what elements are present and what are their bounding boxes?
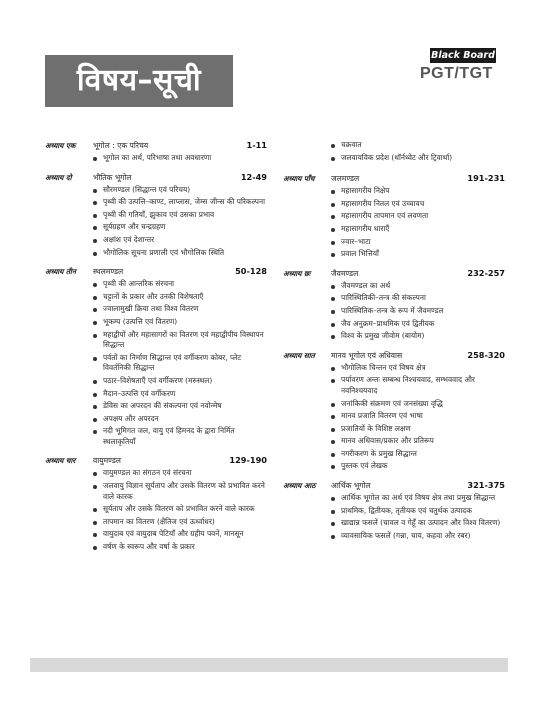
toc-item xyxy=(93,517,267,528)
bullet-icon xyxy=(93,239,97,243)
bullet-icon xyxy=(93,380,97,384)
toc-right-column xyxy=(283,140,505,549)
chapter-label: अध्याय तीन xyxy=(45,267,76,277)
toc-item xyxy=(93,389,267,400)
toc-item xyxy=(331,237,505,248)
bullet-icon xyxy=(331,440,335,444)
bullet-icon xyxy=(331,415,335,419)
bullet-icon xyxy=(331,253,335,257)
chapter-topics xyxy=(331,493,505,541)
chapter-label: अध्याय चार xyxy=(45,456,76,466)
chapter-pages: 258-320 xyxy=(467,349,505,360)
toc-item-text: भूकम्प (उत्पत्ति एवं वितरण) xyxy=(103,316,178,326)
bullet-icon xyxy=(93,430,97,434)
bullet-icon xyxy=(93,472,97,476)
toc-item xyxy=(93,185,267,196)
brand-logo xyxy=(420,48,510,84)
chapter-heading xyxy=(283,173,505,186)
chapter-entry xyxy=(45,266,267,447)
toc-item-text: आर्थिक भूगोल का अर्थ एवं विषय क्षेत्र तथा प्रमुख सिद्धान्त xyxy=(341,493,496,503)
toc-item-text: पृथ्वी की आन्तरिक संरचना xyxy=(103,279,175,289)
toc-item-text: नदी भूमिगत जल, वायु एवं हिमनद के द्वारा निर्मित स्थलाकृतियाँ xyxy=(103,426,235,446)
chapter-topics xyxy=(93,468,267,552)
bullet-icon xyxy=(93,546,97,550)
chapter-heading xyxy=(283,480,505,493)
toc-item xyxy=(93,248,267,259)
toc-item-text: चट्टानों के प्रकार और उनकी विशेषताएँ xyxy=(103,291,204,301)
chapter-topics xyxy=(93,279,267,447)
chapter-title: आर्थिक भूगोल xyxy=(331,481,371,491)
toc-item xyxy=(331,319,505,330)
toc-item-text: पर्वतों का निर्माण सिद्धान्त एवं वर्गीकरण कोबर, प्लेट विवर्तनिकी सिद्धान्त xyxy=(103,352,242,373)
toc-item-text: महासागरीय धाराएँ xyxy=(341,223,390,233)
bullet-icon xyxy=(93,405,97,409)
toc-item xyxy=(93,210,267,221)
toc-item xyxy=(331,199,505,210)
bullet-icon xyxy=(93,189,97,193)
chapter-pages: 321-375 xyxy=(467,480,505,491)
toc-item xyxy=(93,235,267,246)
chapter-title: भूगोल : एक परिचय xyxy=(93,141,149,150)
bullet-icon xyxy=(93,201,97,205)
toc-item xyxy=(93,153,267,164)
chapter-topics xyxy=(331,363,505,472)
brand-pgt-tgt: PGT/TGT xyxy=(420,65,493,82)
bullet-icon xyxy=(331,297,335,301)
bullet-icon xyxy=(331,190,335,194)
bullet-icon xyxy=(331,215,335,219)
bullet-icon xyxy=(331,335,335,339)
bullet-icon xyxy=(93,393,97,397)
bullet-icon xyxy=(93,252,97,256)
toc-item-text: अक्षांश एवं देशान्तर xyxy=(103,234,155,244)
toc-item-text: जैव अनुक्रम–प्राथमिक एवं द्वितीयक xyxy=(341,318,435,328)
bullet-icon xyxy=(331,510,335,514)
toc-item-text: पृथ्वी की गतियाँ, झुकाव एवं उसका प्रभाव xyxy=(103,209,215,219)
chapter-label: अध्याय सात xyxy=(283,350,315,360)
toc-item-text: महाद्वीपों और महासागरों का वितरण एवं महाद्वीपीय विस्थापन सिद्धान्त xyxy=(103,329,264,350)
toc-item-text: प्रवाल भित्तियाँ xyxy=(341,249,379,259)
toc-item-text: प्राथमिक, द्वितीयक, तृतीयक एवं चतुर्थक उत्पादक xyxy=(341,505,472,515)
toc-item-text: मैदान–उत्पत्ति एवं वर्गीकरण xyxy=(103,388,176,398)
bullet-icon xyxy=(331,453,335,457)
toc-item-text: जैवमण्डल का अर्थ xyxy=(341,280,391,290)
toc-item xyxy=(331,249,505,260)
toc-item-text: वायुमण्डल का संगठन एवं संरचना xyxy=(103,468,192,478)
toc-item xyxy=(93,353,267,374)
bullet-icon xyxy=(331,379,335,383)
toc-item-text: तापमान का वितरण (क्षैतिज एवं ऊर्ध्वाधर) xyxy=(103,516,215,526)
toc-item xyxy=(331,461,505,472)
toc-item xyxy=(93,376,267,387)
toc-item-text: वर्षण के स्वरूप और वर्षा के प्रकार xyxy=(103,542,195,552)
bullet-icon xyxy=(93,533,97,537)
toc-item-text: नगरीकरण के प्रमुख सिद्धान्त xyxy=(341,448,417,458)
toc-item-text: वायुदाब एवं वायुदाब पेटियाँ और ग्रहीय पवनें, मानसून xyxy=(103,529,244,539)
bullet-icon xyxy=(93,308,97,312)
toc-item xyxy=(331,331,505,342)
bullet-icon xyxy=(93,521,97,525)
toc-item-text: ज्वालामुखी क्रिया तथा विश्व वितरण xyxy=(103,304,199,314)
toc-item xyxy=(93,426,267,447)
toc-item xyxy=(331,493,505,504)
chapter-pages: 129-190 xyxy=(229,455,267,466)
toc-item-text: खाद्यान्न फसलें (चावल व गेहूँ का उत्पादन और विश्व वितरण) xyxy=(341,518,501,528)
toc-item xyxy=(93,481,267,502)
toc-item xyxy=(331,449,505,460)
bullet-icon xyxy=(331,497,335,501)
bullet-icon xyxy=(93,334,97,338)
chapter-title: भौतिक भूगोल xyxy=(93,172,132,182)
bullet-icon xyxy=(93,418,97,422)
bullet-icon xyxy=(331,144,335,148)
bullet-icon xyxy=(331,367,335,371)
toc-item xyxy=(93,292,267,303)
bullet-icon xyxy=(331,535,335,539)
toc-item-text: विश्व के प्रमुख जीवोम (बायोम) xyxy=(341,331,425,341)
toc-item xyxy=(331,436,505,447)
chapter-topics xyxy=(93,185,267,259)
toc-item xyxy=(93,504,267,515)
toc-item xyxy=(93,330,267,351)
bullet-icon xyxy=(93,226,97,230)
bullet-icon xyxy=(93,508,97,512)
toc-item xyxy=(331,411,505,422)
toc-item xyxy=(331,224,505,235)
toc-item-text: महासागरीय नितल एवं उच्चावच xyxy=(341,198,425,208)
chapter-label: अध्याय आठ xyxy=(283,481,316,491)
chapter-title: जैवमण्डल xyxy=(331,268,359,278)
toc-item xyxy=(331,375,505,396)
chapter-title: वायुमण्डल xyxy=(93,456,121,466)
bullet-icon xyxy=(331,241,335,245)
bullet-icon xyxy=(93,296,97,300)
toc-item-text: चक्रवात xyxy=(341,140,362,149)
bullet-icon xyxy=(331,285,335,289)
bullet-icon xyxy=(331,228,335,232)
toc-item-text: मानव अधिवास/प्रकार और प्रतिरूप xyxy=(341,436,434,446)
chapter-entry xyxy=(45,455,267,552)
bullet-icon xyxy=(331,465,335,469)
toc-item xyxy=(331,281,505,292)
toc-item xyxy=(93,468,267,479)
chapter-topics xyxy=(93,153,267,164)
bullet-icon xyxy=(93,214,97,218)
toc-item xyxy=(331,506,505,517)
page-title: विषय–सूची xyxy=(45,55,233,107)
chapter-title: स्थलमण्डल xyxy=(93,267,124,277)
toc-item-text: पारिस्थितिकी–तन्त्र की संकल्पना xyxy=(341,293,426,303)
toc-item-text: ज्वार–भाटा xyxy=(341,236,371,246)
toc-item xyxy=(93,197,267,208)
toc-item xyxy=(331,211,505,222)
toc-item-text: पठार–विशेषताएँ एवं वर्गीकरण (मरुस्थल) xyxy=(103,375,213,385)
bullet-icon xyxy=(331,310,335,314)
toc-item-text: भौगोलिक सूचना प्रणाली एवं भौगोलिक स्थिति xyxy=(103,247,225,257)
bullet-icon xyxy=(331,203,335,207)
bullet-icon xyxy=(93,157,97,161)
chapter-entry xyxy=(283,480,505,541)
toc-item xyxy=(331,518,505,529)
toc-item-text: सूर्यताप और उसके वितरण को प्रभावित करने वाले कारक xyxy=(103,504,255,514)
toc-item-text: डेविस का अपरदन की संकल्पना एवं नवोन्मेष xyxy=(103,401,222,411)
toc-item-text: जलवायु विज्ञान सूर्यताप और उसके वितरण को प्रभावित करने वाले कारक xyxy=(103,481,265,501)
chapter-entry xyxy=(45,140,267,164)
toc-item-text: पर्यावरण अन्तः सम्बन्ध निश्चयवाद, सम्भववाद और नवनिश्चयवाद xyxy=(341,375,475,395)
toc-item xyxy=(93,529,267,540)
toc-item-text: पृथ्वी की उत्पत्ति–काण्ट, लाप्लास, जेम्स जीन्स की परिकल्पना xyxy=(103,197,265,207)
toc-item xyxy=(93,542,267,553)
bullet-icon xyxy=(93,485,97,489)
toc-left-column xyxy=(45,140,267,561)
toc-item xyxy=(93,279,267,290)
chapter-title: मानव भूगोल एवं अधिवास xyxy=(331,350,403,360)
chapter-pages: 1-11 xyxy=(246,140,267,150)
toc-item xyxy=(331,153,505,164)
toc-item-text: सौरमण्डल (सिद्धान्त एवं परिचय) xyxy=(103,184,191,194)
chapter-entry xyxy=(45,172,267,259)
toc-item xyxy=(331,140,505,151)
chapter-label: अध्याय छः xyxy=(283,268,311,278)
chapter-entry xyxy=(283,173,505,260)
chapter-heading xyxy=(283,268,505,281)
chapter-topics xyxy=(331,281,505,342)
toc-item-text: महासागरीय निक्षेप xyxy=(341,186,390,196)
chapter-pages: 191-231 xyxy=(467,173,505,184)
toc-item xyxy=(331,306,505,317)
chapter-heading xyxy=(45,172,267,185)
chapter-heading xyxy=(283,350,505,363)
bullet-icon xyxy=(93,321,97,325)
chapter-title: जलमण्डल xyxy=(331,174,360,184)
toc-item-text: अपक्षय और अपरदन xyxy=(103,413,159,423)
chapter-heading xyxy=(45,140,267,153)
toc-item-text: पुस्तक एवं लेखक xyxy=(341,461,388,471)
toc-item-text: प्रजातियों के विशिष्ट लक्षण xyxy=(341,423,411,433)
chapter-label: अध्याय दो xyxy=(45,172,72,182)
chapter-pages: 232-257 xyxy=(467,267,505,278)
chapter-label: अध्याय पाँच xyxy=(283,174,315,184)
toc-item-text: सूर्यग्रहण और चन्द्रग्रहण xyxy=(103,222,166,232)
chapter-heading xyxy=(45,455,267,468)
toc-item-text: जनांकिकी संक्रमण एवं जनसंख्या वृद्धि xyxy=(341,398,443,408)
chapter-pages: 50-128 xyxy=(235,266,267,277)
chapter-topics xyxy=(331,186,505,260)
chapter-entry xyxy=(283,268,505,342)
bullet-icon xyxy=(331,323,335,327)
toc-item xyxy=(93,414,267,425)
toc-item xyxy=(331,424,505,435)
toc-item-text: महासागरीय तापमान एवं लवणता xyxy=(341,211,429,221)
chapter-entry xyxy=(283,350,505,472)
footer-bar xyxy=(30,658,508,672)
chapter-pages: 12-49 xyxy=(240,171,267,182)
toc-item-text: पारिस्थितिक–तन्त्र के रूप में जैवमण्डल xyxy=(341,305,444,315)
toc-item xyxy=(93,222,267,233)
toc-item xyxy=(93,304,267,315)
toc-item xyxy=(331,363,505,374)
toc-item-text: भूगोल का अर्थ, परिभाषा तथा अवधारणा xyxy=(103,153,212,162)
bullet-icon xyxy=(93,357,97,361)
bullet-icon xyxy=(331,157,335,161)
toc-item xyxy=(93,401,267,412)
toc-item xyxy=(331,531,505,542)
bullet-icon xyxy=(331,428,335,432)
toc-item-text: मानव प्रजाति वितरण एवं भाषा xyxy=(341,411,423,421)
bullet-icon xyxy=(93,283,97,287)
bullet-icon xyxy=(331,522,335,526)
continued-topics xyxy=(331,140,505,163)
toc-item xyxy=(331,293,505,304)
toc-item xyxy=(331,399,505,410)
toc-item-text: जलवायविक प्रदेश (थॉर्नथ्वेट और ट्रिवार्था) xyxy=(341,152,453,162)
chapter-label: अध्याय एक xyxy=(45,141,76,150)
toc-item-text: भौगोलिक चिन्तन एवं विषय क्षेत्र xyxy=(341,362,426,372)
brand-black-board: Black Board xyxy=(431,50,495,61)
chapter-heading xyxy=(45,266,267,279)
toc-item xyxy=(93,317,267,328)
bullet-icon xyxy=(331,403,335,407)
toc-item-text: व्यावसायिक फसलें (गन्ना, चाय, कहवा और रबर) xyxy=(341,530,471,540)
toc-item xyxy=(331,186,505,197)
